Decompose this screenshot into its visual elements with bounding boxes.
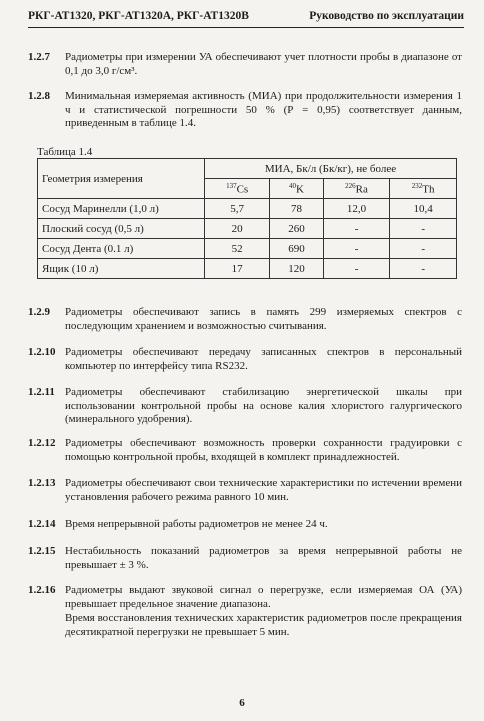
clause-text: Радиометры выдают звуковой сигнал о перегрузке, если измеряемая ОА (УА) превышает предельное значение диапазона. (65, 584, 462, 610)
clause-text: Минимальная измеряемая активность (МИА) при продолжительности измерения 1 ч и статистической погрешности 50 % (Р = 0,95) соответствует данным, приведенным в таблице 1.4. (65, 90, 462, 129)
col-mia-header: МИА, Бк/л (Бк/кг), не более (205, 159, 457, 179)
clause-1-2-16 (28, 584, 462, 639)
table-row: Сосуд Дента (0.1 л) 52 690 - - (38, 239, 457, 259)
mia-table (37, 158, 457, 279)
clause-number: 1.2.11 (28, 386, 55, 398)
table-row: Сосуд Маринелли (1,0 л) 5,7 78 12,0 10,4 (38, 199, 457, 219)
clause-1-2-10 (28, 346, 462, 373)
clause-text: Радиометры обеспечивают передачу записанных спектров в персональный компьютер по интерфейсу типа RS232. (65, 346, 462, 372)
clause-number: 1.2.8 (28, 90, 50, 102)
clause-text: Нестабильность показаний радиометров за время непрерывной работы не превышает ± 3 %. (65, 545, 462, 571)
clause-text: Радиометры обеспечивают свои технические характеристики по истечении времени установления рабочего режима равного 10 мин. (65, 477, 462, 503)
clause-number: 1.2.10 (28, 346, 56, 358)
clause-text-continuation: Время восстановления технических характеристик радиометров после прекращения десятикратной перегрузки не превышает 5 мин. (65, 612, 462, 638)
clause-number: 1.2.16 (28, 584, 56, 596)
table-row: Плоский сосуд (0,5 л) 20 260 - - (38, 219, 457, 239)
clause-number: 1.2.15 (28, 545, 56, 557)
header-models: РКГ-АТ1320, РКГ-АТ1320А, РКГ-АТ1320В (28, 10, 249, 22)
header-title: Руководство по эксплуатации (309, 10, 464, 22)
clause-1-2-7 (28, 51, 462, 78)
clause-text: Радиометры обеспечивают запись в память 299 измеряемых спектров с последующим хранением и возможностью считывания. (65, 306, 462, 332)
clause-text: Радиометры обеспечивают стабилизацию энергетической шкалы при использовании контрольной пробы на основе калия хлористого галургического (минерального удобрения). (65, 386, 462, 425)
clause-number: 1.2.14 (28, 518, 56, 530)
clause-number: 1.2.9 (28, 306, 50, 318)
clause-1-2-11 (28, 386, 462, 427)
header-rule (28, 27, 464, 28)
clause-text: Время непрерывной работы радиометров не менее 24 ч. (65, 518, 328, 530)
page-number: 6 (239, 697, 245, 709)
clause-number: 1.2.7 (28, 51, 50, 63)
clause-1-2-13 (28, 477, 462, 504)
table-row: Ящик (10 л) 17 120 - - (38, 259, 457, 279)
page-header (28, 10, 464, 24)
clause-1-2-8 (28, 90, 462, 131)
clause-text: Радиометры при измерении УА обеспечивают учет плотности пробы в диапазоне от 0,1 до 3,0 г/см³. (65, 51, 462, 77)
clause-1-2-9 (28, 306, 462, 333)
isotope-ra226: $^{226}$Ra (323, 179, 390, 199)
clause-1-2-14 (28, 518, 462, 532)
clause-number: 1.2.12 (28, 437, 56, 449)
clause-1-2-15 (28, 545, 462, 572)
isotope-k40: $^{40}$K (270, 179, 323, 199)
table-caption: Таблица 1.4 (37, 146, 93, 158)
isotope-cs137: $^{137}$Cs (205, 179, 270, 199)
clause-text: Радиометры обеспечивают возможность проверки сохранности градуировки с помощью контрольной пробы, входящей в комплект принадлежностей. (65, 437, 462, 463)
isotope-th232: $^{232}$Th (390, 179, 457, 199)
clause-number: 1.2.13 (28, 477, 56, 489)
col-geometry-header: Геометрия измерения (38, 159, 205, 199)
clause-1-2-12 (28, 437, 462, 464)
